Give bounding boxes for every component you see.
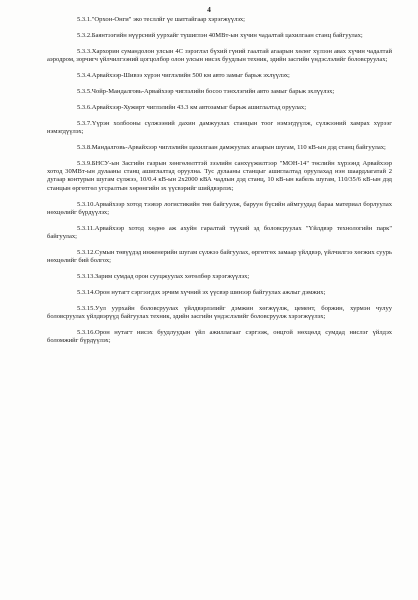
paragraph-5-3-13: 5.3.13.Зарим сумдад орон сууцжуулах хөтөлбөр хэрэгжүүлэх; [77, 273, 250, 281]
paragraph-5-3-7: 5.3.7.Үүрэн холбооны сүлжээний дахин дамжуулах станцын тоог нэмэгдүүлж, сүлжээний хамрах хүрээг нэмэгдүүлэх; [47, 119, 392, 135]
paragraph-5-3-3: 5.3.3.Хархорин сумандолон улсын 4С зэрэглэл бүхий гүний гаалтай агаарын хөлөг хүлээн авах хүчин чадалтай аэродром, зорчигч үйлчилгээний цогцолбор олон улсын нисэх буудлын техник, эдийн засгийн үндэслэлийг боловсруулах; [47, 47, 392, 64]
paragraph-5-3-2: 5.3.2.Баянтээгийн нүүрсний уурхайг түшиглэн 40МВт-ын хүчин чадалтай цахилгаан станц байгуулах; [77, 31, 363, 39]
paragraph-5-3-5: 5.3.5.Чойр-Мандалговь-Арвайхээр чиглэлийн босоо тэнхлэгийн авто замыг барьж эхлүүлэх; [77, 87, 335, 95]
paragraph-5-3-15: 5.3.15.Уул уурхайн боловсруулах үйлдвэрлэлийг дэмжин хөгжүүлж, цемент, боржин, хурмэн чулуу боловсруулах үйлдвэрүүд байгуулах техник, эдийн засгийн үндэслэлийг боловсруулж хэрэгжүүлэх; [47, 304, 392, 321]
paragraph-5-3-11: 5.3.11.Арвайхээр хотод хөдөө аж ахуйн гаралтай түүхий эд боловсруулах "Үйлдвэр технологийн парк" байгуулах; [47, 224, 392, 240]
paragraph-5-3-12: 5.3.12.Сумын төвүүдэд инженерийн шугам сүлжээ байгуулах, өргөтгөх замаар үйлдвэр, үйлчилгээ хөгжих суурь нөхцөлийг бий болгох; [47, 248, 392, 265]
paragraph-5-3-14: 5.3.14.Орон нутагт сэргээгдэх эрчим хүчний эх үүсвэр шинээр байгуулах ажлыг дэмжих; [77, 288, 326, 296]
paragraph-5-3-9: 5.3.9.БНСУ-ын Засгийн газрын хөнгөлөлттэй зээлийн санхүүжилтээр "МОН-14" төслийн хүрээнд Арвайхээр хотод 30МВт-ын дулааны станц ашиглалтад оруулна. Тус дулааны станцыг ашиглалтад оруулахад нэн шаардлагатай 2 дугаар контурын шугам сүлжээ, 10/0.4 кВ-ын 2х2000 кВА чадлын дэд станц, 10 кВ-ын кабель шугам, 110/35/6 кВ-ын дэд станцын өргөтгөл угсралтын хөрөнгийн эх үүсвэрийг шийдвэрлэх; [47, 159, 392, 192]
page-number: 4 [207, 5, 211, 14]
paragraph-5-3-4: 5.3.4.Арвайхээр-Шивээ хүрэн чиглэлийн 500 км авто замыг барьж эхлүүлэх; [77, 71, 290, 79]
paragraph-list [47, 16, 392, 353]
paragraph-5-3-1: 5.3.1."Орхон-Онги" эко тесллйг үе шаттайгаар хэрэгжүүлэх; [77, 16, 246, 23]
paragraph-5-3-10: 5.3.10.Арвайхээр хотод тээвэр логистикийн төв байгуулж, баруун бүсийн аймгуудад бараа материал борлуулах нөхцөлийг бүрдүүлэх; [47, 200, 392, 216]
paragraph-5-3-8: 5.3.8.Мандалговь-Арвайхээр чиглэлийн цахилгаан дамжуулах агаарын шугам, 110 кВ-ын дэд станц байгуулах; [77, 143, 386, 151]
paragraph-5-3-16: 5.3.16.Орон нутагт нисэх буудлуудын үйл ажиллагааг сэргээж, онцгой нөхцөлд сумдад нислэг үйлдэх боломжийг бүрдүүлэх; [47, 329, 392, 345]
paragraph-5-3-6: 5.3.6.Арвайхээр-Хужирт чиглэлийн 43.3 км автозамыг барьж ашиглалтад оруулах; [77, 103, 307, 111]
